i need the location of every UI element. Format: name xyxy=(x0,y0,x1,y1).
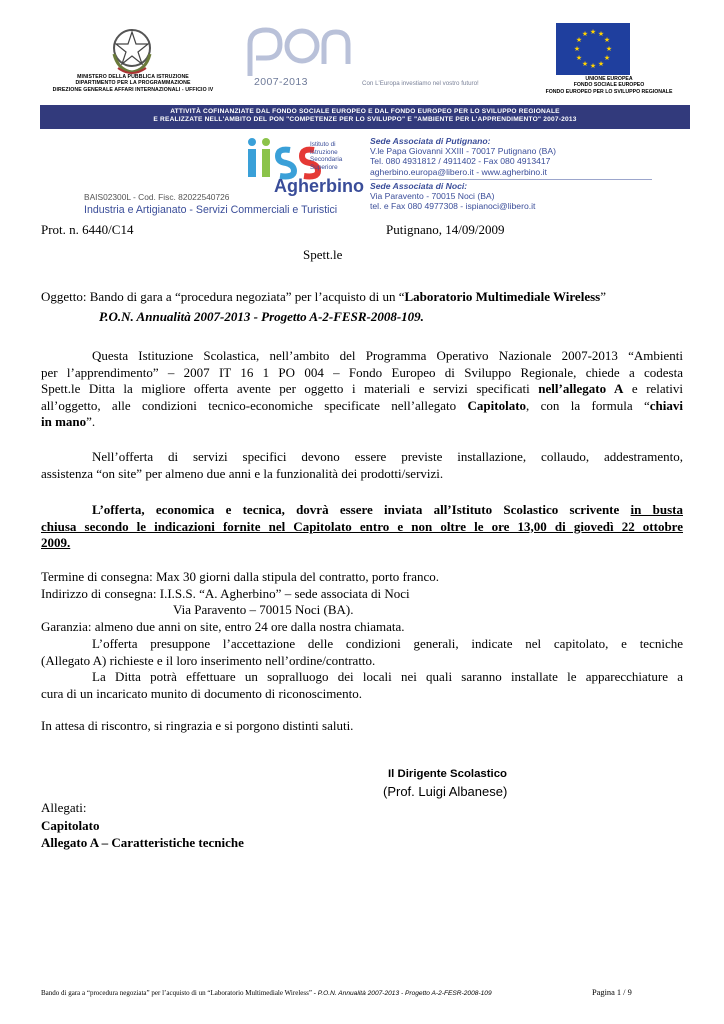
svg-text:★: ★ xyxy=(605,45,613,53)
svg-text:★: ★ xyxy=(581,30,589,38)
delivery-address-2: Via Paravento – 70015 Noci (BA). xyxy=(173,602,354,617)
subject-text: Bando di gara a “procedura negoziata” per l’acquisto di un “ xyxy=(89,289,405,304)
school-codes: BAIS02300L - Cod. Fisc. 82022540726 xyxy=(84,192,230,202)
school-name: Agherbino xyxy=(274,176,364,196)
delivery-term: Termine di consegna: Max 30 giorni dalla stipula del contratto, porto franco. xyxy=(41,569,440,584)
school-istituto-text: Istituto di Istruzione Secondaria Superiore xyxy=(310,141,343,171)
pon-slogan: Con L'Europa investiamo nel vostro futuro! xyxy=(362,80,479,87)
subject-label: Oggetto: xyxy=(41,289,87,304)
paragraph-4: L’offerta presuppone l’accettazione delle condizioni generali, indicate nel capitolato, e tecniche (Allegato A) richieste e il loro inserimento nell’ordine/contratto. xyxy=(41,636,683,668)
cofinancing-banner: ATTIVITÀ COFINANZIATE DAL FONDO SOCIALE EUROPEO E DAL FONDO EUROPEO PER LO SVILUPPO REGIONALE E REALIZZATE NELL'AMBITO DEL PON "COMPETENZE PER LO SVILUPPO" E "AMBIENTE PER L'APPRENDIMENTO" 2007-2013 xyxy=(40,105,690,129)
pon-reference: P.O.N. Annualità 2007-2013 - Progetto A-2-FESR-2008-109. xyxy=(99,309,424,324)
paragraph-5: La Ditta potrà effettuare un sopralluogo dei locali nei quali saranno installate le apparecchiature a cura di un incaricato munito di documento di riconoscimento. xyxy=(41,669,683,701)
ministry-text: MINISTERO DELLA PUBBLICA ISTRUZIONE DIPARTIMENTO PER LA PROGRAMMAZIONE DIREZIONE GENERALE AFFARI INTERNAZIONALI - UFFICIO IV xyxy=(52,74,214,93)
svg-text:★: ★ xyxy=(575,36,583,44)
attachment-capitolato: Capitolato xyxy=(41,818,100,833)
sede-putignano: Sede Associata di Putignano: V.le Papa Giovanni XXIII - 70017 Putignano (BA) Tel. 080 4931812 / 4911402 - Fax 080 4913417 agherbino.europa@libero.it - www.agherbino.it xyxy=(370,136,556,177)
place-date: Putignano, 14/09/2009 xyxy=(386,222,505,237)
svg-text:★: ★ xyxy=(597,30,605,38)
svg-text:★: ★ xyxy=(575,54,583,62)
page-footer: Bando di gara a “procedura negoziata” per l’acquisto di un “Laboratorio Multimediale Wireless” - P.O.N. Annualità 2007-2013 - Progetto A-2-FESR-2008-109 xyxy=(41,989,492,997)
svg-text:★: ★ xyxy=(603,36,611,44)
paragraph-2: Nell’offerta di servizi specifici devono essere previste installazione, collaudo, addestramento, assistenza “on site” per almeno due anni e la funzionalità dei prodotti/servizi. xyxy=(41,449,683,481)
protocol-number: Prot. n. 6440/C14 xyxy=(41,222,134,237)
svg-text:★: ★ xyxy=(573,45,581,53)
eu-text: UNIONE EUROPEA FONDO SOCIALE EUROPEO FONDO EUROPEO PER LO SVILUPPO REGIONALE xyxy=(545,76,673,95)
attachments-label: Allegati: xyxy=(41,800,87,815)
svg-text:★: ★ xyxy=(597,60,605,68)
svg-text:★: ★ xyxy=(581,60,589,68)
svg-text:★: ★ xyxy=(589,28,597,36)
warranty: Garanzia: almeno due anni on site, entro 24 ore dalla nostra chiamata. xyxy=(41,619,405,634)
sede-noci: Sede Associata di Noci: Via Paravento - 70015 Noci (BA) tel. e Fax 080 4977308 - ispianoci@libero.it xyxy=(370,181,536,212)
pon-years: 2007-2013 xyxy=(254,76,308,88)
svg-text:★: ★ xyxy=(603,54,611,62)
delivery-address: Indirizzo di consegna: I.I.S.S. “A. Agherbino” – sede associata di Noci xyxy=(41,586,410,601)
paragraph-1: Questa Istituzione Scolastica, nell’ambito del Programma Operativo Nazionale 2007-2013 “Ambienti per l’apprendimento” – 2007 IT 16 1 PO 004 – Fondo Europeo di Sviluppo Regionale, chiede a codesta Spett.le Ditta la migliore offerta avente per oggetto i materiali e servizi specificati nell’allegato A e relativi all’oggetto, alle condizioni tecnico-economiche specificate nell’allegato Capitolato, con la formula “chiavi in mano”. xyxy=(41,348,684,430)
recipient: Spett.le xyxy=(303,247,343,262)
subject-line: Oggetto: Bando di gara a “procedura negoziata” per l’acquisto di un “Laboratorio Multimediale Wireless” xyxy=(41,289,606,304)
signer-role: Il Dirigente Scolastico xyxy=(388,768,508,780)
eu-flag-icon xyxy=(556,23,630,75)
closing: In attesa di riscontro, si ringrazia e si porgono distinti saluti. xyxy=(41,718,354,733)
paragraph-3: L’offerta, economica e tecnica, dovrà essere inviata all’Istituto Scolastico scrivente in busta chiusa secondo le indicazioni fornite nel Capitolato entro e non oltre le ore 13,00 di giovedì 22 ottobre 2009. xyxy=(41,502,683,551)
page-number: Pagina 1 / 9 xyxy=(592,988,632,997)
signer-name: (Prof. Luigi Albanese) xyxy=(383,784,508,799)
attachment-allegato-a: Allegato A – Caratteristiche tecniche xyxy=(41,835,244,850)
sede-divider xyxy=(370,179,652,180)
subject-bold: Laboratorio Multimediale Wireless xyxy=(404,289,601,304)
letterhead xyxy=(40,18,690,228)
italian-republic-emblem-icon xyxy=(108,24,156,76)
svg-text:★: ★ xyxy=(589,62,597,70)
school-sectors: Industria e Artigianato - Servizi Commerciali e Turistici xyxy=(84,204,338,216)
